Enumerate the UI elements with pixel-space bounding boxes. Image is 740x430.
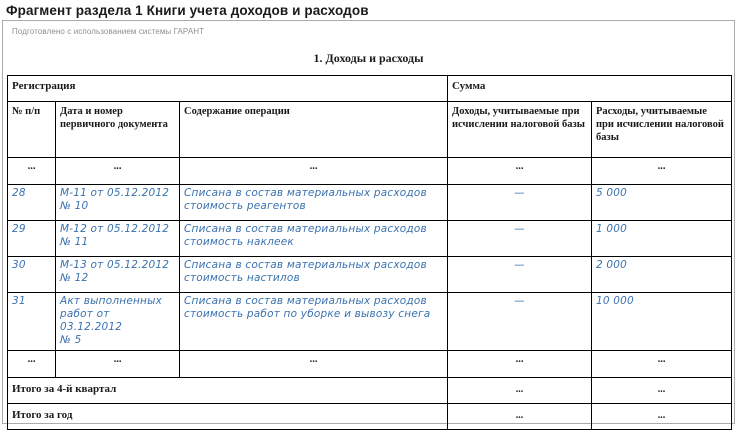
year-total-expense: ... bbox=[592, 403, 732, 429]
column-header-income: Доходы, учитываемые при исчислении налоговой базы bbox=[448, 102, 592, 158]
income-expense-table bbox=[7, 75, 732, 430]
ellipsis-row bbox=[8, 158, 732, 185]
ellipsis-cell: ... bbox=[448, 158, 592, 185]
table-row bbox=[8, 185, 732, 221]
ellipsis-cell: ... bbox=[592, 350, 732, 377]
ellipsis-cell: ... bbox=[8, 350, 56, 377]
row-number-cell: 28 bbox=[8, 185, 56, 221]
document-ref: М-12 от 05.12.2012 bbox=[60, 223, 170, 235]
document-number: № 10 bbox=[60, 200, 89, 213]
ellipsis-cell: ... bbox=[180, 350, 448, 377]
group-header-registration: Регистрация bbox=[8, 76, 448, 102]
income-cell: — bbox=[448, 293, 592, 351]
document-number: № 12 bbox=[60, 272, 89, 285]
ellipsis-row bbox=[8, 350, 732, 377]
operation-cell: Списана в состав материальных расходов стоимость работ по уборке и вывозу снега bbox=[180, 293, 448, 351]
expense-cell: 2 000 bbox=[592, 257, 732, 293]
table-row bbox=[8, 257, 732, 293]
document-ref: М-13 от 05.12.2012 bbox=[60, 259, 170, 271]
quarter-total-income: ... bbox=[448, 377, 592, 403]
document-cell bbox=[56, 221, 180, 257]
quarter-total-label: Итого за 4-й квартал bbox=[8, 377, 448, 403]
document-cell bbox=[56, 185, 180, 221]
ellipsis-cell: ... bbox=[8, 158, 56, 185]
ellipsis-cell: ... bbox=[180, 158, 448, 185]
expense-cell: 5 000 bbox=[592, 185, 732, 221]
column-header-doc: Дата и номер первичного документа bbox=[56, 102, 180, 158]
document-frame bbox=[2, 20, 735, 424]
document-number: № 11 bbox=[60, 236, 89, 249]
document-cell bbox=[56, 257, 180, 293]
quarter-total-row bbox=[8, 377, 732, 403]
year-total-label: Итого за год bbox=[8, 403, 448, 429]
ellipsis-cell: ... bbox=[448, 350, 592, 377]
expense-cell: 10 000 bbox=[592, 293, 732, 351]
income-cell: — bbox=[448, 221, 592, 257]
document-ref: М-11 от 05.12.2012 bbox=[60, 187, 170, 199]
column-header-operation: Содержание операции bbox=[180, 102, 448, 158]
quarter-total-expense: ... bbox=[592, 377, 732, 403]
page-title: Фрагмент раздела 1 Книги учета доходов и расходов bbox=[6, 3, 369, 18]
ellipsis-cell: ... bbox=[592, 158, 732, 185]
operation-cell: Списана в состав материальных расходов стоимость настилов bbox=[180, 257, 448, 293]
garant-prepared-note: Подготовлено с использованием системы ГАРАНТ bbox=[12, 27, 205, 36]
group-header-sum: Сумма bbox=[448, 76, 732, 102]
row-number-cell: 30 bbox=[8, 257, 56, 293]
table-group-header-row bbox=[8, 76, 732, 102]
document-cell bbox=[56, 293, 180, 351]
expense-cell: 1 000 bbox=[592, 221, 732, 257]
year-total-income: ... bbox=[448, 403, 592, 429]
column-header-expense: Расходы, учитываемые при исчислении налоговой базы bbox=[592, 102, 732, 158]
operation-cell: Списана в состав материальных расходов стоимость реагентов bbox=[180, 185, 448, 221]
ellipsis-cell: ... bbox=[56, 158, 180, 185]
income-cell: — bbox=[448, 185, 592, 221]
income-cell: — bbox=[448, 257, 592, 293]
section-heading: 1. Доходы и расходы bbox=[313, 51, 424, 65]
table-row bbox=[8, 293, 732, 351]
operation-cell: Списана в состав материальных расходов стоимость наклеек bbox=[180, 221, 448, 257]
document-number: № 5 bbox=[60, 334, 82, 347]
document-ref: Акт выполненных работ от 03.12.2012 bbox=[60, 295, 163, 334]
table-column-header-row bbox=[8, 102, 732, 158]
ellipsis-cell: ... bbox=[56, 350, 180, 377]
row-number-cell: 29 bbox=[8, 221, 56, 257]
table-row bbox=[8, 221, 732, 257]
year-total-row bbox=[8, 403, 732, 429]
row-number-cell: 31 bbox=[8, 293, 56, 351]
column-header-num: № п/п bbox=[8, 102, 56, 158]
